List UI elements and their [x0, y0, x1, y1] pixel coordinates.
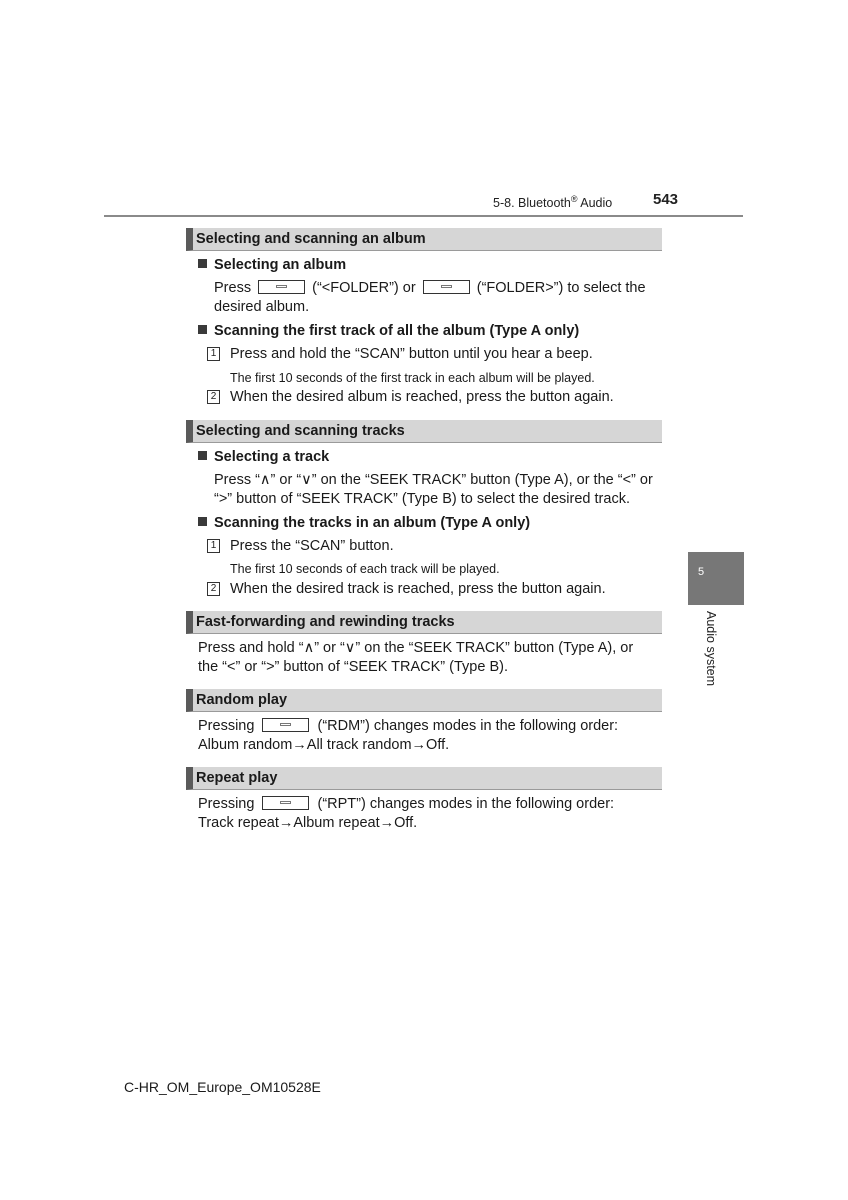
- subheading-selecting-track: [198, 449, 329, 465]
- section-heading-album: Selecting and scanning an album: [186, 228, 662, 251]
- step-text: When the desired album is reached, press the button again.: [230, 389, 614, 405]
- bullet-square-icon: [198, 451, 207, 460]
- track-instruction-line: Press “∧” or “∨” on the “SEEK TRACK” button (Type A), or the “<” or: [214, 472, 653, 488]
- section-heading-ffwd-rewind: Fast-forwarding and rewinding tracks: [186, 611, 662, 634]
- subheading-text: Selecting a track: [214, 449, 330, 465]
- subheading-scanning-tracks: [198, 515, 530, 531]
- folder-up-button-icon: [423, 280, 470, 294]
- rdm-button-icon: [262, 718, 309, 732]
- repeat-order-line: Track repeat→Album repeat→Off.: [198, 815, 418, 831]
- ffwd-instruction-line-2: the “<” or “>” button of “SEEK TRACK” (Type B).: [198, 659, 508, 675]
- section-name-suffix: Audio: [577, 196, 613, 211]
- registered-mark: ®: [570, 194, 578, 204]
- chapter-tab: [688, 552, 744, 605]
- section-heading-tracks: Selecting and scanning tracks: [186, 420, 662, 443]
- album-instruction-line: [214, 280, 646, 296]
- text: Press: [214, 280, 252, 296]
- section-name: 5-8. Bluetooth: [493, 196, 571, 211]
- text: Pressing: [198, 796, 255, 812]
- document-code: C-HR_OM_Europe_OM10528E: [124, 1079, 321, 1095]
- step-note: The first 10 seconds of each track will be played.: [230, 562, 500, 576]
- text: (“<FOLDER”) or: [312, 280, 416, 296]
- random-instruction-line: [198, 718, 618, 734]
- bullet-square-icon: [198, 517, 207, 526]
- bullet-square-icon: [198, 259, 207, 268]
- step-note: The first 10 seconds of the first track in each album will be played.: [230, 371, 595, 385]
- text: Pressing: [198, 718, 255, 734]
- text: (“RDM”) changes modes in the following order:: [317, 718, 619, 734]
- step-text: Press and hold the “SCAN” button until you hear a beep.: [230, 346, 593, 362]
- chapter-label: Audio system: [704, 611, 718, 687]
- step-text: Press the “SCAN” button.: [230, 538, 394, 554]
- repeat-instruction-line: [198, 796, 614, 812]
- ffwd-instruction-line: Press and hold “∧” or “∨” on the “SEEK TRACK” button (Type A), or: [198, 640, 634, 656]
- header-rule: [104, 215, 743, 217]
- album-instruction-line-2: desired album.: [214, 299, 310, 315]
- subheading-text: Scanning the tracks in an album (Type A only): [214, 515, 531, 531]
- step-number-badge: 2: [207, 390, 220, 404]
- subheading-text: Scanning the first track of all the album (Type A only): [214, 323, 580, 339]
- subheading-selecting-album: [198, 257, 346, 273]
- text: (“RPT”) changes modes in the following order:: [317, 796, 615, 812]
- page-number: 543: [653, 191, 679, 208]
- running-header-section: [493, 194, 612, 210]
- section-heading-random-play: Random play: [186, 689, 662, 712]
- section-heading-repeat-play: Repeat play: [186, 767, 662, 790]
- text: (“FOLDER>”) to select the: [476, 280, 646, 296]
- folder-down-button-icon: [258, 280, 305, 294]
- subheading-scanning-album: [198, 323, 579, 339]
- rpt-button-icon: [262, 796, 309, 810]
- step-number-badge: 1: [207, 539, 220, 553]
- chapter-number: 5: [698, 566, 705, 578]
- random-order-line: Album random→All track random→Off.: [198, 737, 450, 753]
- track-instruction-line-2: “>” button of “SEEK TRACK” (Type B) to select the desired track.: [214, 491, 630, 507]
- step-number-badge: 1: [207, 347, 220, 361]
- subheading-text: Selecting an album: [214, 257, 347, 273]
- bullet-square-icon: [198, 325, 207, 334]
- step-text: When the desired track is reached, press the button again.: [230, 581, 606, 597]
- step-number-badge: 2: [207, 582, 220, 596]
